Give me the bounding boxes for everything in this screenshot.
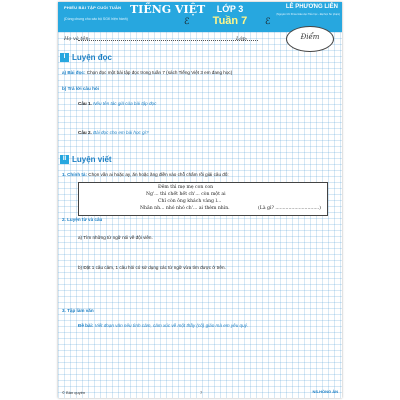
task-label: 3. Tập làm văn [62, 308, 94, 313]
question-2 [78, 130, 149, 135]
vocab-task-a: a) Tìm những từ ngữ nói về đội viên. [78, 235, 153, 240]
question-1 [78, 101, 156, 106]
question-text: Nêu tên tác giả của bài tập đọc [93, 101, 157, 106]
section-number: I [60, 53, 69, 62]
composition-topic [78, 323, 248, 328]
section-writing-heading [60, 154, 112, 164]
task-text: Chọn đọc một bài tập đọc trong tuần 7 (sách Tiếng Việt 3 em đang học) [86, 70, 233, 75]
author-name: LÊ PHƯƠNG LIÊN [285, 4, 338, 10]
question-text: Bài đọc cho em bài học gì? [93, 130, 149, 135]
section-title: Luyện đọc [72, 52, 113, 62]
poem-line: Chỉ còn ông khách vàng l... [158, 199, 222, 204]
grade-label: Điểm [300, 33, 320, 41]
topic-text: Viết đoạn văn nêu tình cảm, cảm xúc về một thầy (cô) giáo mà em yêu quý. [94, 323, 249, 328]
footer-copyright: © Bản quyền [62, 390, 86, 395]
topic-label: Đề bài: [78, 323, 94, 328]
series-title: PHIẾU BÀI TẬP CUỐI TUẦN [64, 5, 122, 10]
section-title: Luyện viết [72, 154, 112, 164]
question-label: Câu 1. [78, 101, 92, 106]
page-number: 7 [200, 390, 203, 395]
task-text: Chọn vần ai hoặc ay, ăn hoặc ăng điền vào chỗ chấm rồi giải câu đố: [88, 172, 229, 177]
task-label: 2. Luyện từ và câu [62, 217, 103, 222]
poem-line: Đêm thì mẹ mẹ con con [158, 185, 214, 190]
worksheet-page [58, 2, 342, 398]
task-label: a) Bài đọc: [62, 70, 86, 75]
grade-box [286, 26, 334, 52]
reading-task-a [62, 70, 232, 75]
class-label: Lớp: [236, 36, 248, 42]
name-label: Họ và tên: [64, 36, 91, 42]
publisher-name: NS.HỒNG ÂN [312, 389, 338, 394]
section-number: II [60, 155, 69, 164]
vocab-heading [62, 217, 102, 222]
name-dotted-line [78, 40, 258, 41]
week-title: Tuần 7 [212, 15, 248, 27]
section-reading-heading [60, 52, 112, 62]
swirl-right-icon: ℰ [265, 16, 271, 26]
poem-line: Ng'... thì chết hết ch'... còn một ai [146, 192, 226, 197]
task-label: b) Trả lời câu hỏi [62, 86, 99, 91]
swirl-left-icon: ℰ [184, 16, 190, 26]
riddle-answer: (Là gì? ..............................) [258, 206, 321, 211]
task-label: 1. Chính tả: [62, 172, 88, 177]
author-note: (Nguyên GV Khoa Giáo dục Tiểu học - Đại học Sư phạm) [276, 13, 340, 16]
question-label: Câu 2. [78, 130, 92, 135]
reading-task-b [62, 86, 99, 91]
subject-title: TIẾNG VIỆT [130, 3, 206, 16]
vocab-task-b: b) Đặt 1 câu cảm, 1 câu hỏi có sử dụng các từ ngữ vừa tìm được ở trên. [78, 265, 226, 270]
poem-line: Nhăn nh... nhó nhó ch'... ai thèm nhìn. [140, 206, 230, 211]
spelling-task [62, 172, 229, 177]
grade-title: LỚP 3 [216, 4, 244, 14]
subject-note: (Dùng chung cho các bộ SGK hiện hành) [64, 17, 128, 21]
composition-heading [62, 308, 94, 313]
